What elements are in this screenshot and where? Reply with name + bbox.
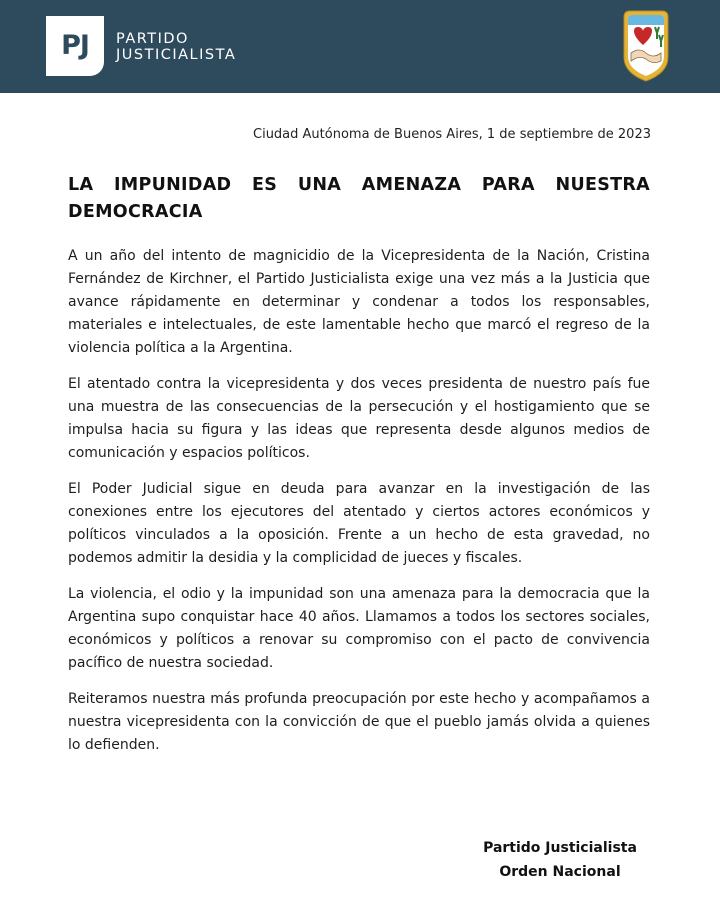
party-name-line1: PARTIDO	[116, 31, 189, 47]
paragraph-5: Reiteramos nuestra más profunda preocupación por este hecho y acompañamos a nuestra vicepresidenta con la convicción de que el pueblo jamás olvida a quienes lo defienden.	[68, 691, 650, 753]
pj-logo	[46, 16, 104, 76]
document-body	[68, 245, 650, 770]
signature-block	[460, 836, 660, 884]
party-name-line2: JUSTICIALISTA	[116, 47, 237, 63]
paragraph-1: A un año del intento de magnicidio de la Vicepresidenta de la Nación, Cristina Fernández de Kirchner, el Partido Justicialista exige una vez más a la Justicia que avance rápidamente en determinar y condenar a todos los responsables, materiales e intelectuales, de este lamentable hecho que marcó el regreso de la violencia política a la Argentina.	[68, 248, 650, 356]
paragraph-3: El Poder Judicial sigue en deuda para avanzar en la investigación de las conexiones entre los ejecutores del atentado y ciertos actores económicos y políticos vinculados a la oposición. Frente a un hecho de esta gravedad, no podemos admitir la desidia y la complicidad de jueces y fiscales.	[68, 481, 650, 566]
pj-logo-mark: PJ	[61, 30, 89, 61]
document-date: Ciudad Autónoma de Buenos Aires, 1 de septiembre de 2023	[253, 127, 651, 142]
document-title: LA IMPUNIDAD ES UNA AMENAZA PARA NUESTRA DEMOCRACIA	[68, 175, 650, 222]
party-name	[116, 31, 236, 63]
paragraph-4: La violencia, el odio y la impunidad son una amenaza para la democracia que la Argentina supo conquistar hace 40 años. Llamamos a todos los sectores sociales, económicos y políticos a renovar su compromiso con el pacto de convivencia pacífico de nuestra sociedad.	[68, 586, 650, 671]
letterhead-bar	[0, 0, 720, 93]
pj-shield-icon	[621, 9, 671, 83]
signature-line2: Orden Nacional	[499, 864, 621, 880]
paragraph-2: El atentado contra la vicepresidenta y dos veces presidenta de nuestro país fue una muestra de las consecuencias de la persecución y el hostigamiento que se impulsa hacia su figura y las ideas que representa desde algunos medios de comunicación y espacios políticos.	[68, 376, 650, 461]
signature-line1: Partido Justicialista	[483, 840, 637, 856]
